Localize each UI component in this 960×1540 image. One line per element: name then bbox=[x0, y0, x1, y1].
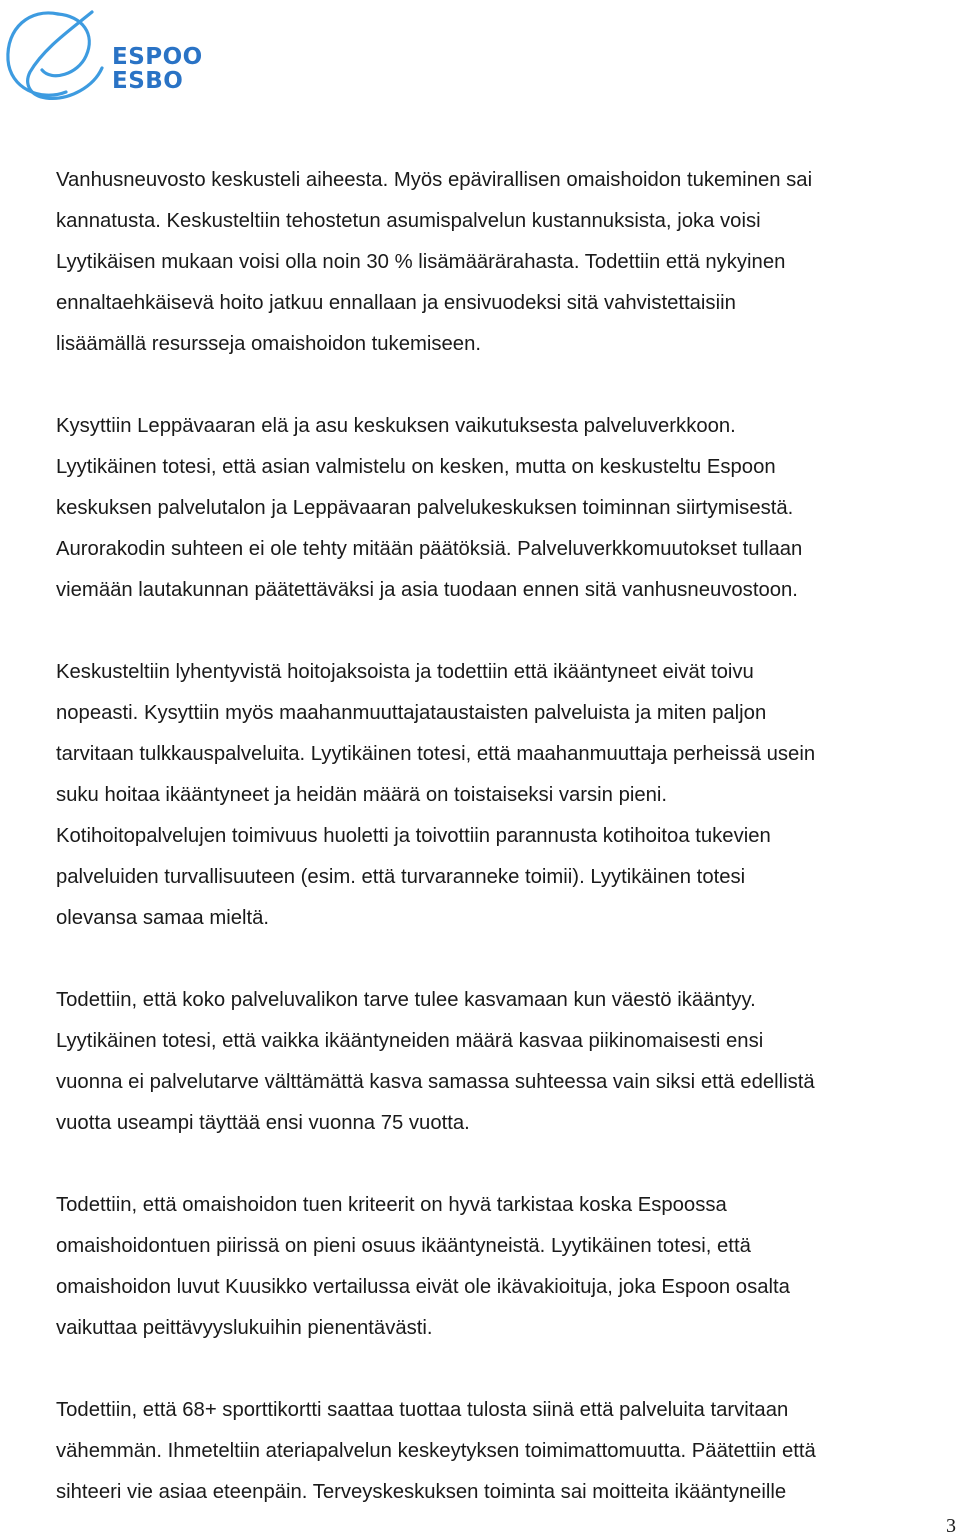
text-line: vuonna ei palvelutarve välttämättä kasva samassa suhteessa vain siksi että edellistä bbox=[56, 1071, 815, 1093]
text-line: Todettiin, että koko palveluvalikon tarve tulee kasvamaan kun väestö ikääntyy. bbox=[56, 989, 756, 1011]
text-line: olevansa samaa mieltä. bbox=[56, 907, 270, 929]
text-line: omaishoidon luvut Kuusikko vertailussa eivät ole ikävakioituja, joka Espoon osalta bbox=[56, 1276, 790, 1298]
text-line: Lyytikäisen mukaan voisi olla noin 30 % lisämäärärahasta. Todettiin että nykyinen bbox=[56, 251, 786, 273]
text-line: sihteeri vie asiaa eteenpäin. Terveyskeskuksen toiminta sai moitteita ikääntyneille bbox=[56, 1481, 787, 1503]
paragraph bbox=[56, 1185, 946, 1349]
logo-line-espoo: ESPOO bbox=[112, 44, 203, 70]
espoo-esbo-logo bbox=[0, 0, 210, 110]
text-line: Todettiin, että omaishoidon tuen kriteerit on hyvä tarkistaa koska Espoossa bbox=[56, 1194, 727, 1216]
text-line: lisäämällä resursseja omaishoidon tukemiseen. bbox=[56, 333, 481, 355]
text-line: Kysyttiin Leppävaaran elä ja asu keskuksen vaikutuksesta palveluverkkoon. bbox=[56, 415, 736, 437]
text-line: suku hoitaa ikääntyneet ja heidän määrä on toistaiseksi varsin pieni. bbox=[56, 784, 668, 806]
page-number: 3 bbox=[946, 1515, 956, 1537]
text-line: palveluiden turvallisuuteen (esim. että turvaranneke toimii). Lyytikäinen totesi bbox=[56, 866, 746, 888]
paragraph bbox=[56, 406, 946, 611]
text-line: vähemmän. Ihmeteltiin ateriapalvelun keskeytyksen toimimattomuutta. Päätettiin että bbox=[56, 1440, 816, 1462]
logo-wordmark bbox=[112, 45, 203, 93]
espoo-emblem-icon bbox=[0, 0, 110, 110]
text-line: Kotihoitopalvelujen toimivuus huoletti ja toivottiin parannusta kotihoitoa tukevien bbox=[56, 825, 771, 847]
text-line: omaishoidontuen piirissä on pieni osuus ikääntyneistä. Lyytikäinen totesi, että bbox=[56, 1235, 751, 1257]
paragraph bbox=[56, 1390, 946, 1513]
text-line: nopeasti. Kysyttiin myös maahanmuuttajataustaisten palveluista ja miten paljon bbox=[56, 702, 767, 724]
text-line: vaikuttaa peittävyyslukuihin pienentävästi. bbox=[56, 1317, 433, 1339]
text-line: vuotta useampi täyttää ensi vuonna 75 vuotta. bbox=[56, 1112, 470, 1134]
text-line: Vanhusneuvosto keskusteli aiheesta. Myös epävirallisen omaishoidon tukeminen sai bbox=[56, 169, 813, 191]
logo-line-esbo: ESBO bbox=[112, 68, 184, 94]
text-line: kannatusta. Keskusteltiin tehostetun asumispalvelun kustannuksista, joka voisi bbox=[56, 210, 761, 232]
paragraph bbox=[56, 160, 946, 365]
paragraph bbox=[56, 980, 946, 1144]
document-body bbox=[56, 160, 946, 1513]
text-line: ennaltaehkäisevä hoito jatkuu ennallaan ja ensivuodeksi sitä vahvistettaisiin bbox=[56, 292, 736, 314]
text-line: keskuksen palvelutalon ja Leppävaaran palvelukeskuksen toiminnan siirtymisestä. bbox=[56, 497, 794, 519]
text-line: tarvitaan tulkkauspalveluita. Lyytikäinen totesi, että maahanmuuttaja perheissä usein bbox=[56, 743, 816, 765]
text-line: viemään lautakunnan päätettäväksi ja asia tuodaan ennen sitä vanhusneuvostoon. bbox=[56, 579, 798, 601]
text-line: Keskusteltiin lyhentyvistä hoitojaksoista ja todettiin että ikääntyneet eivät toivu bbox=[56, 661, 754, 683]
paragraph bbox=[56, 652, 946, 939]
text-line: Aurorakodin suhteen ei ole tehty mitään päätöksiä. Palveluverkkomuutokset tullaan bbox=[56, 538, 803, 560]
text-line: Todettiin, että 68+ sporttikortti saattaa tuottaa tulosta siinä että palveluita tarvitaan bbox=[56, 1399, 789, 1421]
text-line: Lyytikäinen totesi, että vaikka ikääntyneiden määrä kasvaa piikinomaisesti ensi bbox=[56, 1030, 764, 1052]
text-line: Lyytikäinen totesi, että asian valmistelu on kesken, mutta on keskusteltu Espoon bbox=[56, 456, 776, 478]
